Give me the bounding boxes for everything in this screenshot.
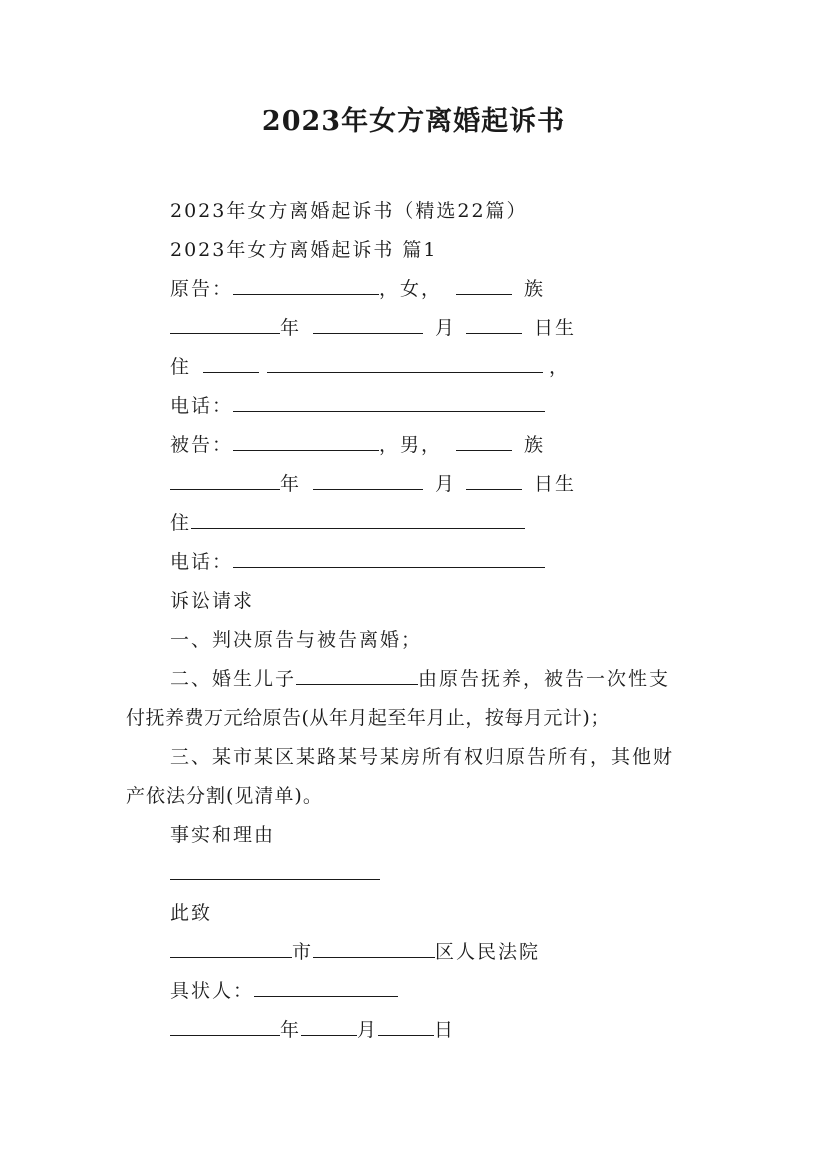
claim-2 [170, 666, 670, 692]
defendant-phone-blank [233, 549, 545, 568]
claim-2-continuation: 付抚养费万元给原告(从年月起至年月止，按每月元计)； [126, 707, 610, 729]
plaintiff-line [170, 276, 545, 302]
sign-month-label: 月 [357, 1019, 379, 1041]
sign-month-blank [301, 1017, 357, 1036]
facts-heading: 事实和理由 [170, 824, 276, 846]
section-heading: 2023年女方离婚起诉书 篇1 [170, 239, 438, 261]
year-label-2: 年 [280, 473, 302, 495]
residence-blank-1 [203, 354, 259, 373]
residence-comma: ， [549, 356, 571, 378]
sign-year-label: 年 [280, 1019, 302, 1041]
month-label-2: 月 [435, 473, 457, 495]
defendant-residence-line [170, 510, 525, 536]
city-label: 市 [292, 941, 314, 963]
subtitle: 2023年女方离婚起诉书（精选22篇） [170, 200, 528, 222]
claim-3-continuation: 产依法分割(见清单)。 [126, 785, 323, 807]
city-blank [170, 939, 292, 958]
court-line [170, 939, 540, 965]
birth-month-blank [313, 315, 423, 334]
residence-blank-2 [267, 354, 543, 373]
court-label: 区人民法院 [435, 941, 541, 963]
claim-2-part-a: 二、婚生儿子 [170, 668, 297, 690]
day-born-label: 日生 [534, 317, 577, 339]
defendant-birth-day-blank [466, 471, 522, 490]
document-title: 2023年女方离婚起诉书 [261, 106, 566, 137]
birth-year-blank [170, 315, 280, 334]
defendant-birth-line [170, 471, 576, 497]
residence-label-2: 住 [170, 512, 192, 534]
month-label: 月 [435, 317, 457, 339]
plaintiff-residence-line [170, 354, 570, 380]
year-label: 年 [280, 317, 302, 339]
defendant-ethnicity-blank [456, 432, 512, 451]
phone-label-2: 电话： [170, 551, 234, 573]
plaintiff-birth-line [170, 315, 576, 341]
claims-heading: 诉讼请求 [170, 590, 255, 612]
defendant-phone-line [170, 549, 545, 575]
defendant-name-blank [233, 432, 379, 451]
plaintiff-phone-blank [233, 393, 545, 412]
defendant-birth-year-blank [170, 471, 280, 490]
defendant-label: 被告： [170, 434, 234, 456]
signer-line [170, 978, 398, 1004]
claim-2-part-b: 由原告抚养，被告一次性支 [418, 668, 671, 690]
plaintiff-ethnicity-blank [456, 276, 512, 295]
defendant-line [170, 432, 545, 458]
ethnicity-suffix: 族 [524, 278, 546, 300]
defendant-sex: ，男， [379, 434, 443, 456]
plaintiff-name-blank [233, 276, 379, 295]
ethnicity-suffix-2: 族 [524, 434, 546, 456]
plaintiff-sex: ，女， [379, 278, 443, 300]
facts-blank [170, 861, 380, 880]
defendant-birth-month-blank [313, 471, 423, 490]
signer-blank [254, 978, 398, 997]
defendant-residence-blank [191, 510, 525, 529]
facts-line [170, 861, 380, 887]
date-line [170, 1017, 455, 1043]
plaintiff-label: 原告： [170, 278, 234, 300]
phone-label: 电话： [170, 395, 234, 417]
sign-day-label: 日 [434, 1019, 456, 1041]
son-name-blank [296, 666, 418, 685]
signer-label: 具状人： [170, 980, 255, 1002]
salutation: 此致 [170, 902, 213, 924]
day-born-label-2: 日生 [534, 473, 577, 495]
sign-year-blank [170, 1017, 280, 1036]
plaintiff-phone-line [170, 393, 545, 419]
birth-day-blank [466, 315, 522, 334]
claim-3: 三、某市某区某路某号某房所有权归原告所有，其他财 [170, 746, 675, 768]
claim-1: 一、判决原告与被告离婚； [170, 629, 423, 651]
sign-day-blank [378, 1017, 434, 1036]
district-blank [313, 939, 435, 958]
residence-label: 住 [170, 356, 192, 378]
